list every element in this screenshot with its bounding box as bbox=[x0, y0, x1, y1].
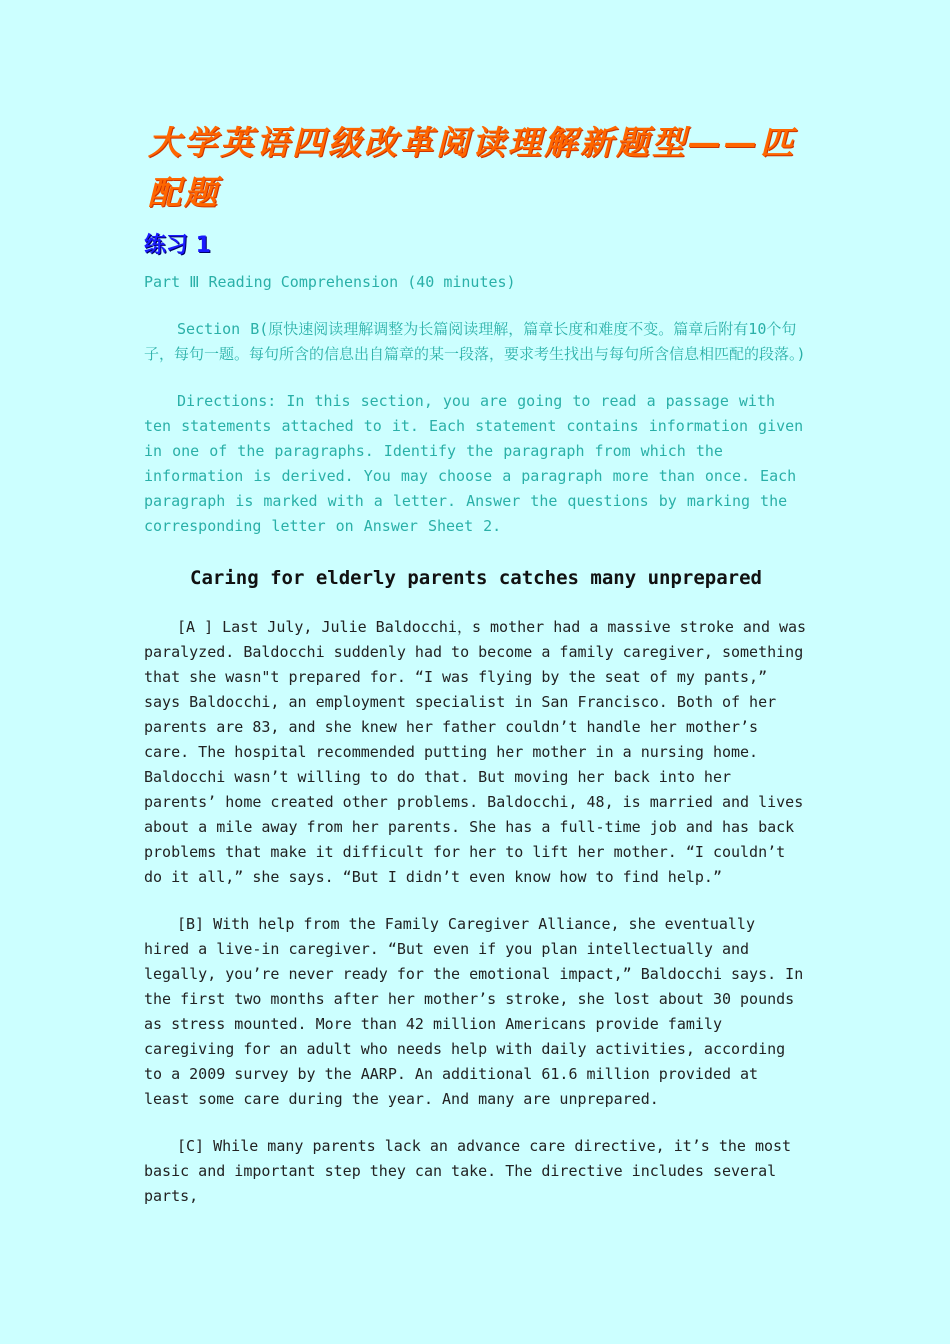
part-line: Part Ⅲ Reading Comprehension (40 minutes) bbox=[144, 273, 516, 291]
exercise-label: 练习 1 bbox=[144, 233, 211, 258]
paragraph-b: [B] With help from the Family Caregiver Alliance, she eventually hired a live-in caregiver. “But even if you plan intellectually and legally, you’re never ready for the emotional impact,” Baldocchi says. In the first two months after her mother’s stroke, she lost about 30 pounds as stress mounted. More than 42 million Americans provide family caregiving for an adult who needs help with daily activities, according to a 2009 survey by the AARP. An additional 61.6 million provided at least some care during the year. And many are unprepared. bbox=[144, 915, 804, 1108]
article-heading: Caring for elderly parents catches many unprepared bbox=[190, 567, 762, 589]
document-page bbox=[144, 118, 808, 1209]
paragraph-c: [C] While many parents lack an advance care directive, it’s the most basic and important step they can take. The directive includes several parts, bbox=[144, 1137, 792, 1205]
directions: Directions: In this section, you are going to read a passage with ten statements attached to it. Each statement contains information given in one of the paragraphs. Identify the paragraph from which the information is derived. You may choose a paragraph more than once. Each paragraph is marked with a letter. Answer the questions by marking the corresponding letter on Answer Sheet 2. bbox=[144, 392, 804, 535]
paragraph-a: [A ] Last July, Julie Baldocchi，s mother had a massive stroke and was paralyzed. Baldocchi suddenly had to become a family caregiver, something that she wasn"t prepared for. “I was flying by the seat of my pants,” says Baldocchi, an employment specialist in San Francisco. Both of her parents are 83, and she knew her father couldn’t handle her mother’s care. The hospital recommended putting her mother in a nursing home. Baldocchi wasn’t willing to do that. But moving her back into her parents’ home created other problems. Baldocchi, 48, is married and lives about a mile away from her parents. She has a full-time job and has back problems that make it difficult for her to lift her mother. “I couldn’t do it all,” she says. “But I didn’t even know how to find help.” bbox=[144, 618, 807, 886]
section-b-note: Section B(原快速阅读理解调整为长篇阅读理解，篇章长度和难度不变。篇章后附有10个句子，每句一题。每句所含的信息出自篇章的某一段落，要求考生找出与每句所含信息相匹配的段落。) bbox=[144, 320, 806, 363]
page-title: 大学英语四级改革阅读理解新题型——匹配题 bbox=[148, 123, 796, 212]
